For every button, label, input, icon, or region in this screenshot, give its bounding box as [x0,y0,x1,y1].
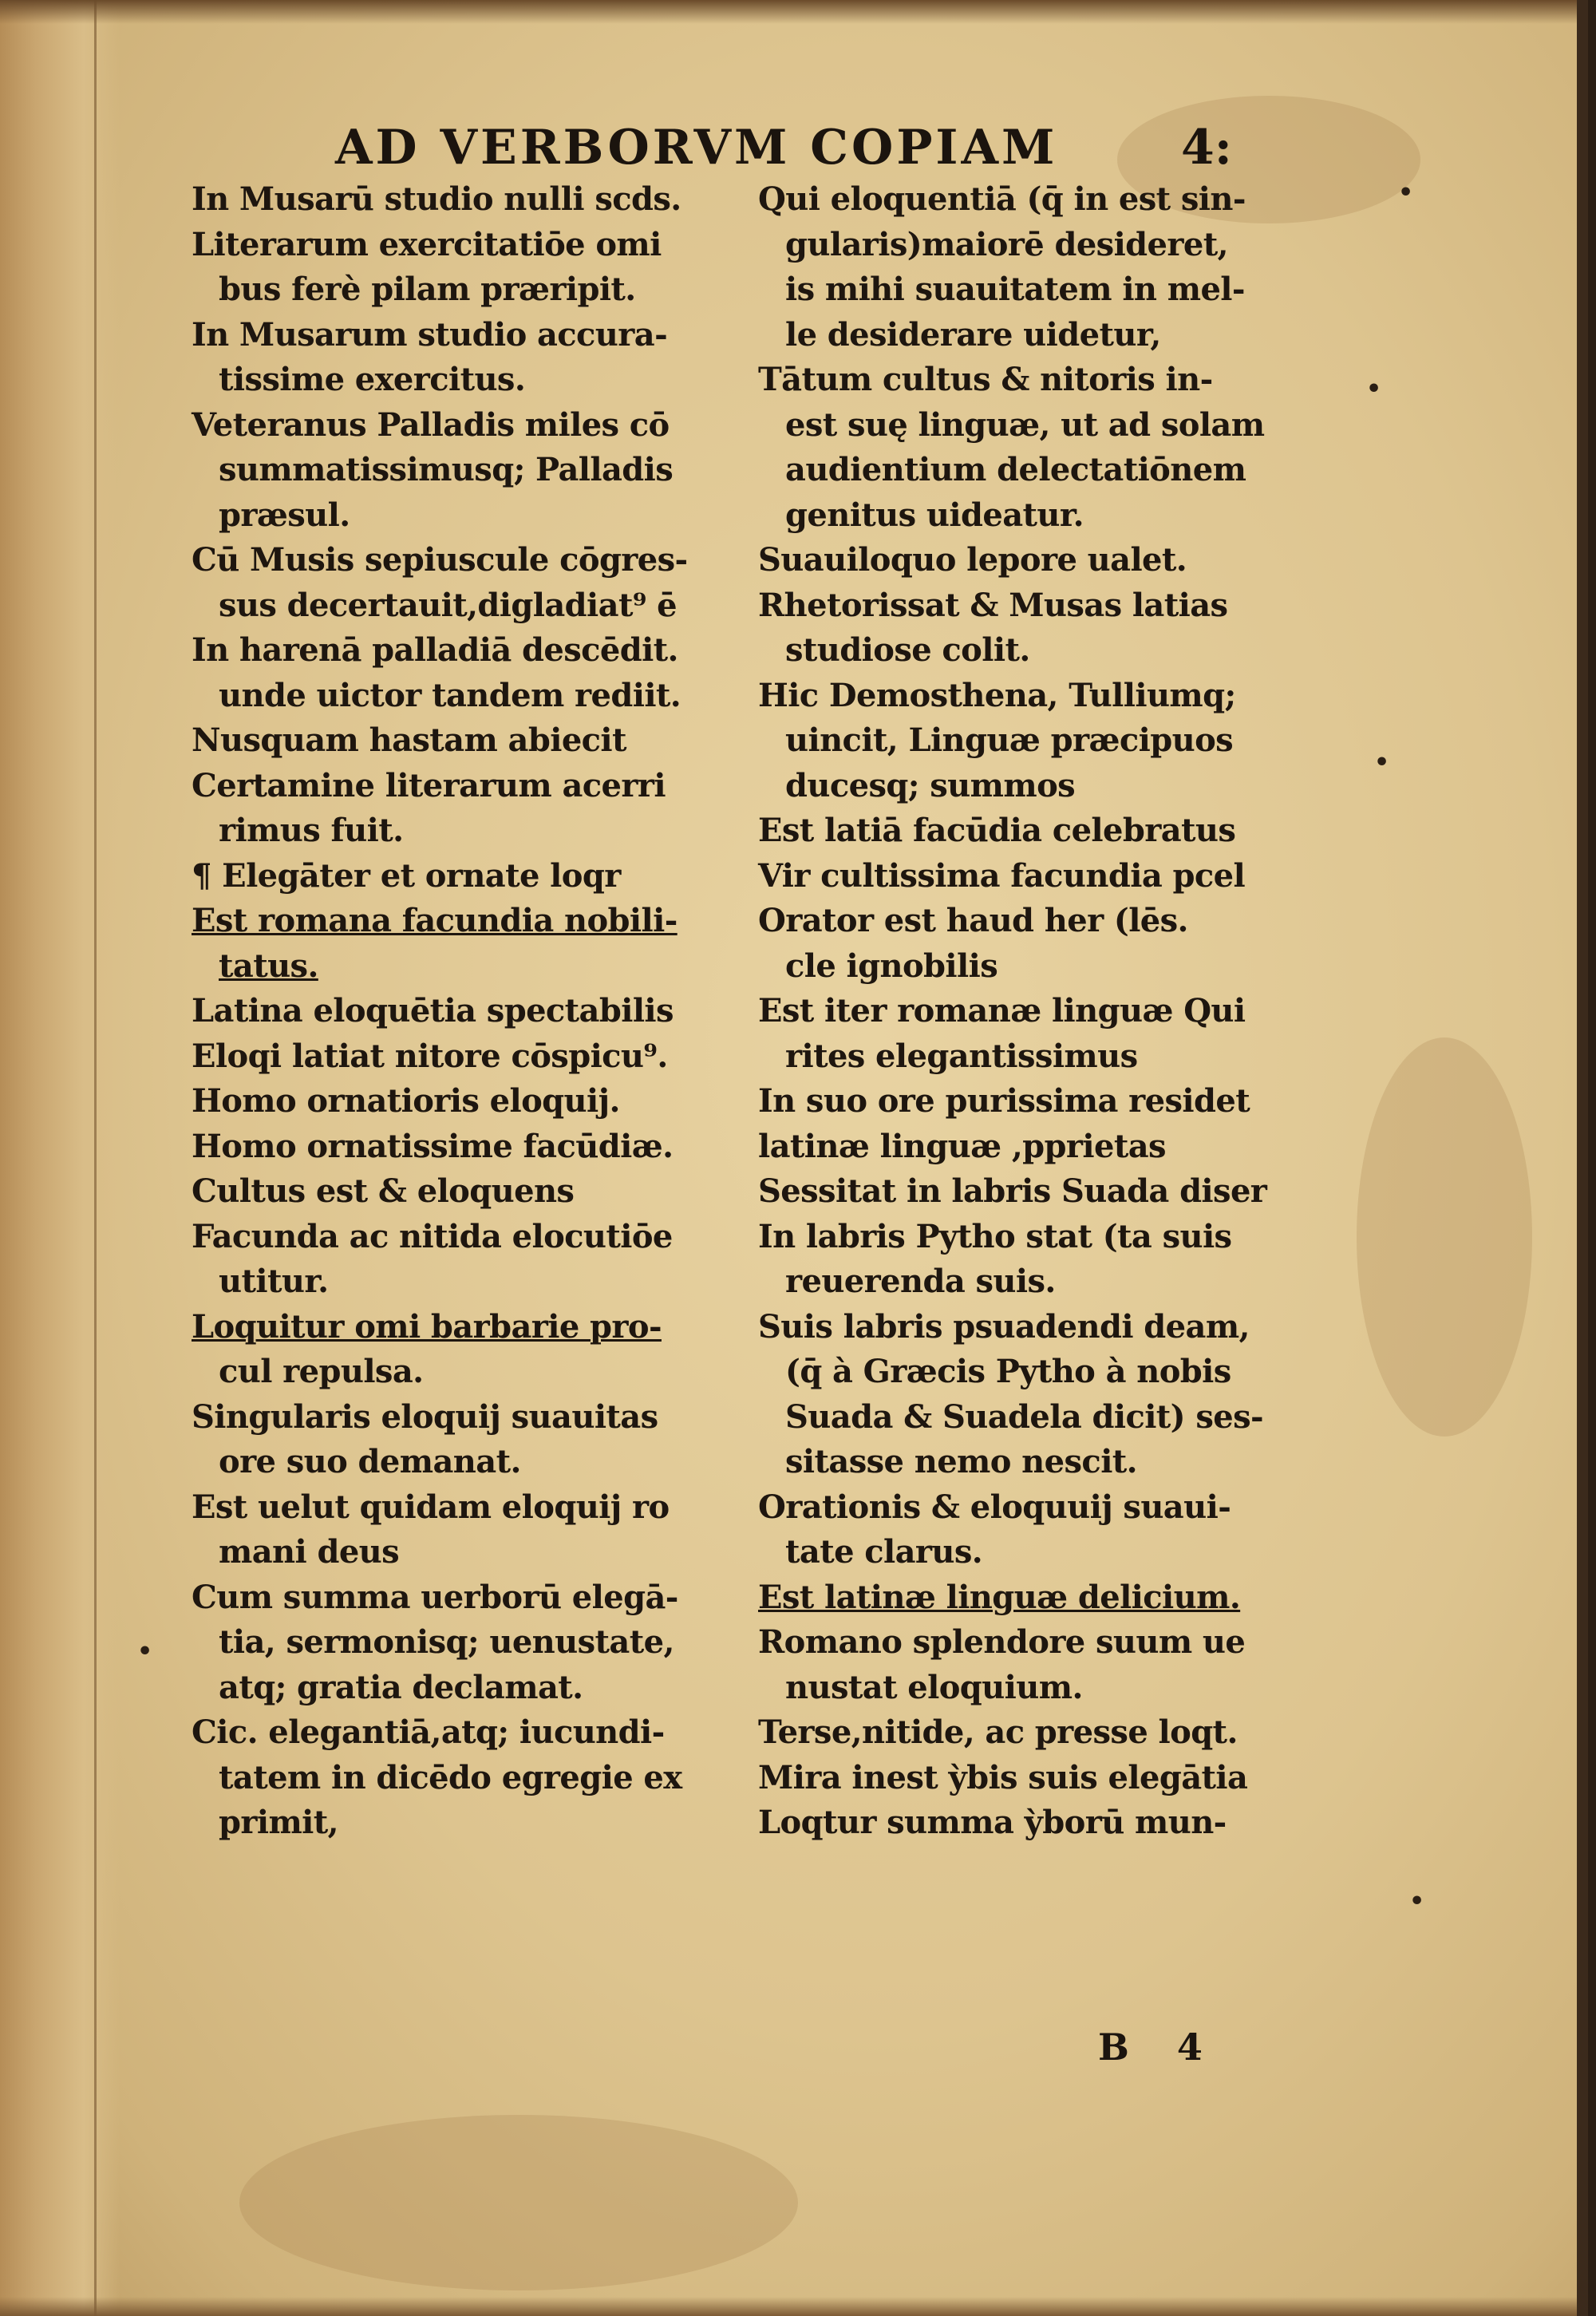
text-line: Homo ornatissime facūdiæ. [192,1127,674,1165]
text-line: atq; gratia declamat. [219,1668,583,1706]
text-line: est suę linguæ, ut ad solam [785,405,1265,444]
right-page-edge [1577,0,1588,2316]
text-line: utitur. [219,1263,329,1300]
margin-dot: • [1374,749,1390,777]
text-line: summatissimusq; Palladis [219,451,674,488]
text-line: Tātum cultus & nitoris in- [758,361,1213,398]
text-line: mani deus [219,1533,400,1571]
text-line: Loqtur summa ỳborū mun- [758,1804,1227,1841]
text-line: le desiderare uidetur, [785,315,1161,354]
text-line: Orationis & eloquuij suaui- [758,1488,1231,1526]
text-line: ducesq; summos [785,766,1076,804]
text-line: genitus uideatur. [785,496,1084,534]
margin-dot: • [137,1638,153,1666]
text-line: Vir cultissima facundia pcel [758,856,1246,895]
page-number: 4: [1181,120,1232,176]
margin-dot: • [1366,375,1382,403]
text-line: is mihi suauitatem in mel- [785,271,1245,308]
text-line: primit, [219,1804,338,1841]
running-head: AD VERBORVM COPIAM [335,120,1058,176]
section-heading: ¶ Elegāter et ornate loqr [192,856,621,895]
text-line: Cic. elegantiā,atq; iucundi- [192,1713,665,1751]
text-line: Mira inest ỳbis suis elegātia [758,1758,1248,1796]
text-line: Est uelut quidam eloquij ro [192,1488,670,1526]
text-line: Est romana facundia nobili- [192,902,678,939]
text-line: cul repulsa. [219,1353,424,1390]
text-line: præsul. [219,496,350,534]
text-line: audientium delectatiōnem [785,451,1246,488]
text-line: Romano splendore suum ue [758,1623,1246,1661]
text-line: Suauiloquo lepore ualet. [758,541,1187,579]
text-line: Sessitat in labris Suada diser [758,1172,1267,1210]
text-line: tatem in dicēdo egregie ex [219,1758,682,1796]
text-line: tia, sermonisq; uenustate, [219,1623,674,1661]
top-page-edge [0,0,1588,24]
text-line: tatus. [219,947,318,985]
text-line: gularis)maiorē desideret, [785,225,1228,263]
text-line: Facunda ac nitida elocutiōe [192,1217,673,1255]
text-line: In Musarum studio accura- [192,315,668,354]
text-line: Loquitur omi barbarie pro- [192,1307,662,1346]
text-line: Est latiā facūdia celebratus [758,812,1236,849]
text-line: Orator est haud her (lēs. [758,902,1188,939]
text-line: rimus fuit. [219,812,404,849]
text-line: sitasse nemo nescit. [785,1443,1137,1480]
text-line: bus ferè pilam præripit. [219,271,636,308]
binding-edge [94,0,97,2316]
text-line: latinæ linguæ ,pprietas [758,1127,1166,1165]
bottom-page-edge [0,2297,1588,2316]
text-line: Literarum exercitatiōe omi [192,225,662,263]
text-line: rites elegantissimus [785,1037,1138,1075]
text-line: Cum summa uerborū elegā- [192,1578,678,1616]
text-line: Veteranus Palladis miles cō [192,405,670,444]
page-gutter [0,0,120,2316]
text-line: Qui eloquentiā (q̄ in est sin- [758,180,1246,218]
text-line: Singularis eloquij suauitas [192,1397,658,1436]
text-line: In Musarū studio nulli scds. [192,180,681,218]
text-line: tate clarus. [785,1533,983,1571]
margin-dot: • [1409,1887,1425,1915]
text-line: Latina eloquētia spectabilis [192,992,674,1030]
text-line: In harenā palladiā descēdit. [192,631,678,669]
text-line: In labris Pytho stat (ta suis [758,1217,1232,1255]
text-line: Hic Demosthena, Tulliumq; [758,676,1236,714]
text-line: cle ignobilis [785,947,998,985]
text-line: In suo ore purissima residet [758,1082,1250,1120]
left-column [192,177,766,1846]
text-line: sus decertauit,digladiat⁹ ē [219,586,677,624]
text-line: nustat eloquium. [785,1668,1083,1706]
text-line: Terse,nitide, ac presse loqt. [758,1713,1238,1751]
text-line: unde uictor tandem rediit. [219,676,681,714]
paper-stain [1357,1037,1532,1437]
text-line: studiose colit. [785,631,1030,669]
text-line: Nusquam hastam abiecit [192,721,626,759]
text-line: Est latinæ linguæ delicium. [758,1578,1241,1616]
text-line: Certamine literarum acerri [192,766,666,804]
right-column [758,177,1365,1846]
text-line: Cultus est & eloquens [192,1172,575,1210]
text-line: Rhetorissat & Musas latias [758,586,1228,624]
text-line: tissime exercitus. [219,361,526,398]
text-line: Cū Musis sepiuscule cōgres- [192,541,688,579]
text-line: (q̄ à Græcis Pytho à nobis [785,1353,1231,1390]
text-line: Suada & Suadela dicit) ses- [785,1397,1264,1436]
text-line: uincit, Linguæ præcipuos [785,721,1234,759]
text-line: reuerenda suis. [785,1263,1056,1300]
text-line: Est iter romanæ linguæ Qui [758,992,1246,1030]
paper-stain [239,2115,798,2290]
text-line: ore suo demanat. [219,1443,521,1480]
text-line: Homo ornatioris eloquij. [192,1082,620,1120]
signature-mark: B 4 [1098,2026,1220,2069]
margin-dot: • [1398,179,1414,207]
text-line: Eloqi latiat nitore cōspicu⁹. [192,1037,668,1075]
text-line: Suis labris psuadendi deam, [758,1307,1250,1346]
